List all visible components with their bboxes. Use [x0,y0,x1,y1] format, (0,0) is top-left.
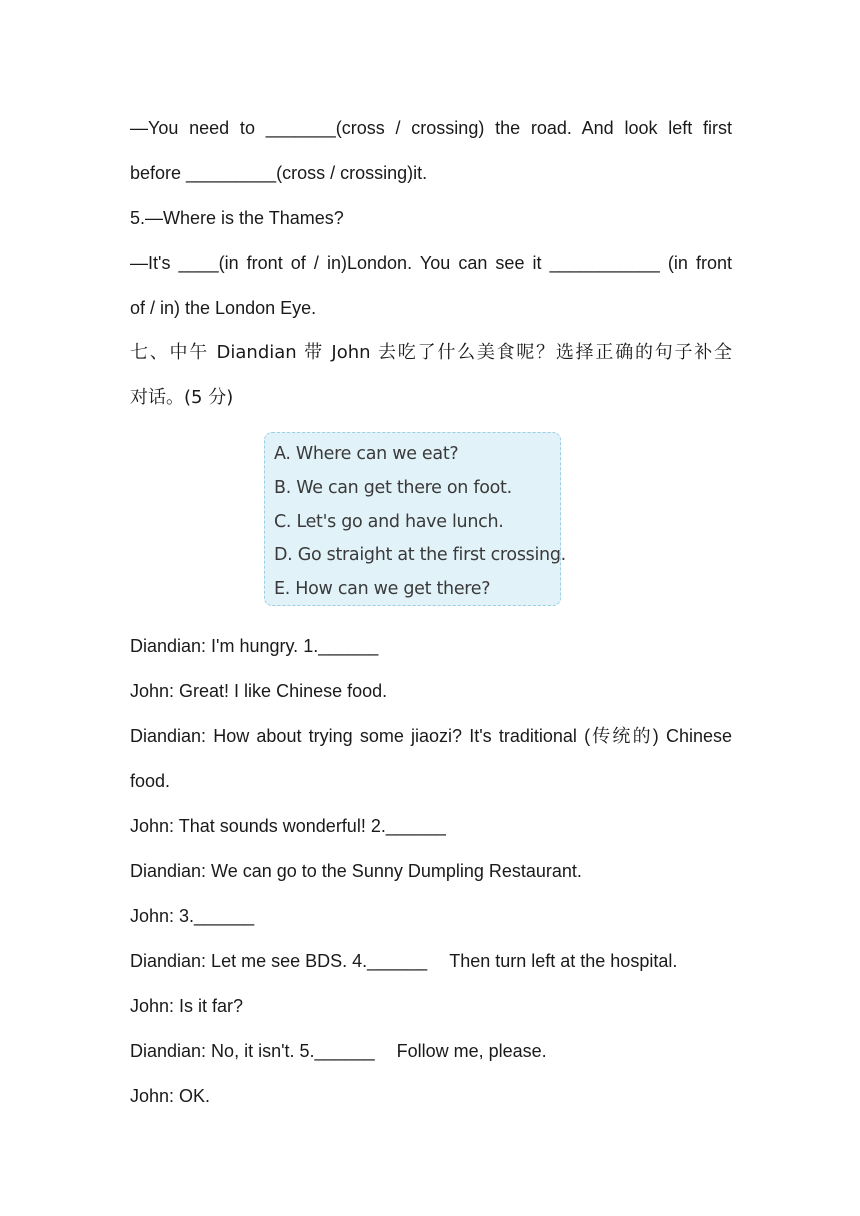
q4-line-1: —You need to _______(cross / crossing) the road. And look left first [130,118,732,138]
dialogue-line-8-continuation: Then turn left at the hospital. [449,951,678,971]
option-c: C. Let's go and have lunch. [274,512,504,532]
option-d: D. Go straight at the first crossing. [274,545,566,565]
q4-line-2: before _________(cross / crossing)it. [130,163,428,183]
dialogue-line-8-question: Diandian: Let me see BDS. 4.______ [130,951,428,971]
dialogue-line-2: John: Great! I like Chinese food. [130,681,388,701]
dialogue-line-5: John: That sounds wonderful! 2.______ [130,816,446,836]
options-box [264,432,566,606]
dialogue-line-7: John: 3.______ [130,906,255,926]
dialogue-line-1: Diandian: I'm hungry. 1.______ [130,636,379,656]
dialogue-line-10 [130,1039,732,1063]
option-a: A. Where can we eat? [274,444,459,464]
dialogue-line-11: John: OK. [130,1086,211,1106]
dialogue-line-8 [130,949,732,973]
dialogue-line-4: food. [130,771,171,791]
section7-heading-line-1: 七、中午 Diandian 带 John 去吃了什么美食呢？选择正确的句子补全 [130,342,732,363]
q5-prompt: 5.—Where is the Thames? [130,208,344,228]
section7-heading-line-2: 对话。(5 分) [130,387,234,408]
option-b: B. We can get there on foot. [274,478,512,498]
dialogue-line-3: Diandian: How about trying some jiaozi? It's traditional (传统的) Chinese [130,726,732,746]
option-e: E. How can we get there? [274,579,491,599]
dialogue-line-10-answer: Diandian: No, it isn't. 5.______ [130,1041,375,1061]
dialogue-line-9: John: Is it far? [130,996,244,1016]
q5-line-1: —It's ____(in front of / in)London. You can see it ___________ (in front [130,253,732,273]
dialogue-line-6: Diandian: We can go to the Sunny Dumpling Restaurant. [130,861,582,881]
q5-line-2: of / in) the London Eye. [130,298,317,318]
dialogue-line-10-continuation: Follow me, please. [396,1041,547,1061]
